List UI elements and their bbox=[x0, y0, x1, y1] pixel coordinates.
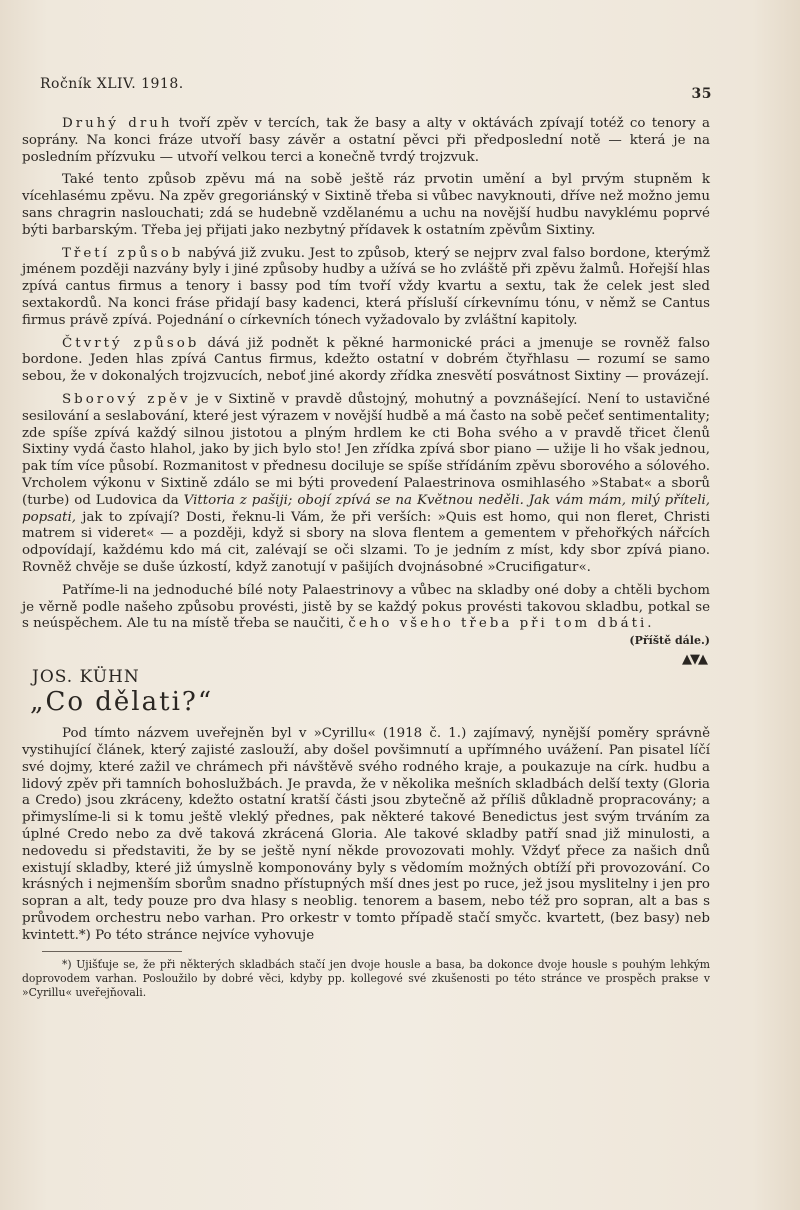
spaced-lead: Čtvrtý způsob bbox=[62, 335, 200, 351]
page-number: 35 bbox=[691, 86, 712, 102]
spaced-tail: čeho všeho třeba při tom dbáti. bbox=[348, 616, 655, 632]
main-text bbox=[22, 116, 710, 1006]
paragraph-text: dává již podnět k pěkné harmonické práci a jmenuje se rovněž falso bordone. Jeden hlas zpívá Cantus firmus, kdežto ostatní v dobrém čtyřhlasu — rozumí se samo sebou, že v dokonalých trojzvucích, neboť jiné akordy zřídka znesvětí posvátnost Sixtiny — provázejí. bbox=[22, 335, 710, 385]
paragraph-choral-singing bbox=[22, 392, 710, 577]
paragraph-text: je v Sixtině v pravdě důstojný, mohutný a povznášející. Není to ustavičné sesilování a seslabování, které jest výrazem v novější hudbě a má často na sobě pečeť sentimentality; zde spíše zpívá každý silnou jistotou a plným hrdlem ke cti Boha svého a v pravdě třicet členů Sixtiny vydá často hlahol, jako by jich bylo sto! Jen zřídka zpívá sbor piano — užije li ho však jednou, pak tím více působí. Rozmanitost v přednesu dociluje se spíše střídáním zpěvu sborového a sólového. Vrcholem výkonu v Sixtině zdálo se mi býti provedení Palaestrinova osmihlasého »Stabat« a sborů (turbe) od Ludovica da bbox=[22, 391, 711, 508]
footnote: *) Ujišťuje se, že při některých skladbách stačí jen dvoje housle a basa, ba dokonce dvoje housle s pouhým lehkým doprovodem varhan. Posloužilo by dobré věci, kdyby pp. kollegové své zkušenosti po této stránce ve prospěch prakse v »Cyrillu« uveřejňovali. bbox=[22, 957, 710, 999]
footnote-divider bbox=[42, 951, 182, 952]
italic-text: Vittoria z pašiji; obojí zpívá se na Květnou neděli. Jak vám mám, milý příteli, popsati, bbox=[22, 492, 711, 525]
spaced-lead: Třetí způsob bbox=[62, 245, 184, 261]
paragraph-gregorian bbox=[22, 172, 710, 239]
paragraph-fourth-kind bbox=[22, 336, 710, 386]
paragraph-text: nabývá již zvuku. Jest to způsob, který se nejprv zval falso bordone, kterýmž jménem později nazvány byly i jiné způsoby hudby a užívá se ho zvláště při zpěvu žalmů. Hořejší hlas zpívá cantus firmus a tenory i bassy pod tím tvoří vždy kvartu a sextu, tak že celek jest sled sextakordů. Na konci fráse přidají basy kadenci, která přísluší církevnímu tónu, v němž se Cantus firmus právě zpívá. Pojednání o církevních tónech vyžadovalo by zvláštní kapitoly. bbox=[22, 245, 710, 328]
paragraph-second-kind bbox=[22, 116, 710, 166]
continued-note: (Příště dále.) bbox=[629, 634, 710, 648]
paragraph-text: Také tento způsob zpěvu má na sobě ještě ráz prvotin umění a byl prvým stupněm k vícehlasému zpěvu. Na zpěv gregoriánský v Sixtině třeba si vůbec navyknouti, dříve než možno jemu sans chragrin naslouchati; zdá se hudebně vzdělanému a uchu na novější hudbu navyklému poprvé býti barbarským. Třeba jej přijati jako nezbytný přídavek k ostatním zpěvům Sixtiny. bbox=[22, 172, 710, 238]
article-title: „Co dělati?“ bbox=[30, 686, 214, 717]
spaced-lead: Druhý druh bbox=[62, 116, 173, 131]
paragraph-text: tvoří zpěv v tercích, tak že basy a alty v oktávách zpívají totéž co tenory a soprány. Na konci fráze utvoří basy závěr a ostatní pěvci při předposlední notě — která je na posledním přízvuku — utvoří velkou terci a konečně tvrdý trojzvuk. bbox=[22, 116, 710, 165]
paragraph-text: Patříme-li na jednoduché bílé noty Palaestrinovy a vůbec na skladby oné doby a chtěli bychom je věrně podle našeho způsobu provésti, jistě by se každý pokus provésti takovou skladbu, potkal se s neúspěchem. Ale tu na místě třeba se naučiti, bbox=[22, 582, 710, 632]
paragraph-third-kind bbox=[22, 246, 710, 330]
paragraph-text: Pod tímto názvem uveřejněn byl v »Cyrillu« (1918 č. 1.) zajímavý, nynější poměry správně vystihující článek, který zajisté zaslouží, aby došel povšimnutí a upřímného uvážení. Pan pisatel líčí své dojmy, které zažil ve chrámech při návštěvě svého rodného kraje, a poukazuje na círk. hudbu a lidový zpěv při tamních bohoslužbách. Je pravda, že v několika mešních skladbách delší texty (Gloria a Credo) jsou zkráceny, kdežto ostatní kratší části jsou zbytečně až příliš důkladně propracovány; a přimyslíme-li si k tomu ještě vleklý přednes, pak některé takové Benedictus jest svým trváním za úplné Credo nebo za dvě taková zkrácená Gloria. Ale takové skladby patří snad již minulosti, a nedovedu si představiti, že by se ještě nyní někde provozovati mohly. Vždyť přece za našich dnů existují skladby, které již úmyslně komponovány byly s vědomím možných obtíží při provozování. Co krásných i nejmenším sborům snadno přístupných mší dnes jest po ruce, jež jsou myslitelny i jen pro sopran a alt, tedy pouze pro dva hlasy s neoblig. tenorem a basem, nebo též pro sopran, alt a bas s průvodem orchestru nebo varhan. Pro orkestr v tomto případě stačí smyčc. kvartett, (bez basy) neb kvintett.*) Po této stránce nejvíce vyhovuje bbox=[22, 726, 710, 943]
ornament-icon: ▲▼▲ bbox=[682, 651, 706, 667]
running-title: Ročník XLIV. 1918. bbox=[40, 76, 184, 92]
running-header bbox=[40, 76, 712, 102]
spaced-lead: Sborový zpěv bbox=[62, 391, 191, 407]
paragraph-text: jak to zpívají? Dosti, řeknu-li Vám, že při verších: »Quis est homo, qui non fleret, Christi matrem si videret« — a později, když si sbory na slova flentem a gementem v přehořkých nářcích odpovídají, každému kdo má cit, zalévají se oči slzami. To je jedním z míst, kdy sbor zpívá piano. Rovněž chvěje se duše úzkostí, když zanotují v pašijích dvojnásobné »Crucifigatur«. bbox=[22, 509, 710, 575]
article-author: JOS. KÜHN bbox=[32, 666, 140, 687]
article-paragraph bbox=[22, 726, 710, 944]
paragraph-palestrina bbox=[22, 583, 710, 633]
